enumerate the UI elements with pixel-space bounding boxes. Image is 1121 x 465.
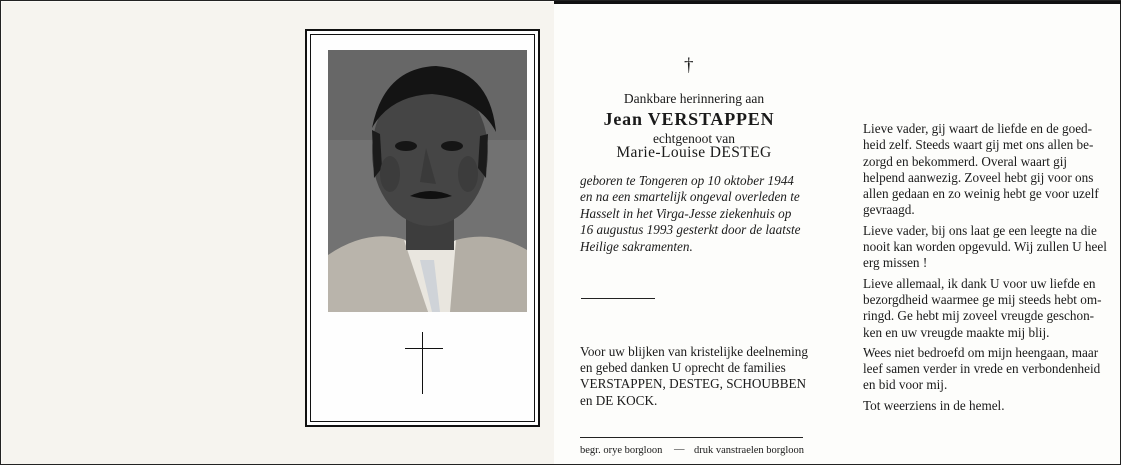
poem-line: gevraagd. (863, 202, 915, 218)
poem-line: Wees niet bedroefd om mijn heengaan, maar (863, 344, 1099, 360)
footer-dash: — (674, 444, 685, 455)
bio-line: en na een smartelijk ongeval overleden te (580, 189, 800, 205)
poem-line: Lieve vader, gij waart de liefde en de goed- (863, 121, 1093, 136)
poem-line: heid zelf. Steeds waart gij met ons allen be- (863, 137, 1094, 153)
poem-line: nooit kan worden opgevuld. Wij zullen U heel (863, 239, 1107, 255)
poem-line: bezorgdheid waarmee ge mij steeds hebt om- (863, 291, 1102, 307)
poem-line: ringd. Ge hebt mij zoveel vreugde geschon- (863, 308, 1095, 324)
thanks-line: en DE KOCK. (580, 392, 658, 408)
poem-line: Lieve allemaal, ik dank U voor uw liefde en (863, 275, 1096, 291)
footer-printer: druk vanstraelen borgloon (694, 445, 805, 456)
bio-text (580, 173, 801, 255)
thanks-line: Voor uw blijken van kristelijke deelneming (580, 344, 808, 359)
poem-text (863, 121, 1107, 414)
photo-frame-inner-border (310, 34, 535, 422)
thanks-line: VERSTAPPEN, DESTEG, SCHOUBBEN (580, 376, 807, 392)
bio-line: Hasselt in het Virga-Jesse ziekenhuis op (580, 205, 792, 221)
fold-edge (554, 1, 1121, 4)
poem-line: erg missen ! (863, 255, 928, 271)
poem-line: en bid voor mij. (863, 377, 948, 393)
divider (581, 298, 655, 299)
dagger-icon: † (684, 55, 694, 76)
bio-line: Heilige sakramenten. (580, 238, 693, 254)
bio-line: 16 augustus 1993 gesterkt door de laatste (580, 222, 801, 238)
heading: Dankbare herinnering aan (623, 91, 765, 106)
poem-line: ken en uw vreugde maakte mij blij. (863, 324, 1050, 340)
poem-line: leef samen verder in vrede en verbondenheid (863, 361, 1101, 377)
poem-line: allen gedaan en zo weinig hebt ge voor uzelf (863, 186, 1099, 202)
spouse-name: Marie-Louise DESTEG (616, 144, 772, 161)
bio-line: geboren te Tongeren op 10 oktober 1944 (580, 173, 794, 188)
portrait-photo (328, 50, 527, 312)
portrait-illustration (328, 50, 527, 312)
thanks-line: en gebed danken U oprecht de families (580, 360, 786, 376)
cross-icon-bar (405, 348, 443, 349)
footer-rule (580, 437, 803, 438)
cross-icon (422, 332, 423, 394)
poem-line: Lieve vader, bij ons laat ge een leegte na die (863, 222, 1097, 238)
deceased-name: Jean VERSTAPPEN (603, 109, 775, 129)
footer-funeral: begr. orye borgloon (580, 445, 663, 456)
poem-line: zorgd en bekommerd. Overal waart gij (863, 153, 1068, 169)
poem-line: Tot weerziens in de hemel. (863, 397, 1005, 413)
photo-frame (305, 29, 540, 427)
poem-line: helpend aanwezig. Zoveel hebt gij voor ons (863, 169, 1094, 185)
spouse-intro: echtgenoot van (652, 131, 736, 146)
thanks-text (580, 344, 808, 409)
